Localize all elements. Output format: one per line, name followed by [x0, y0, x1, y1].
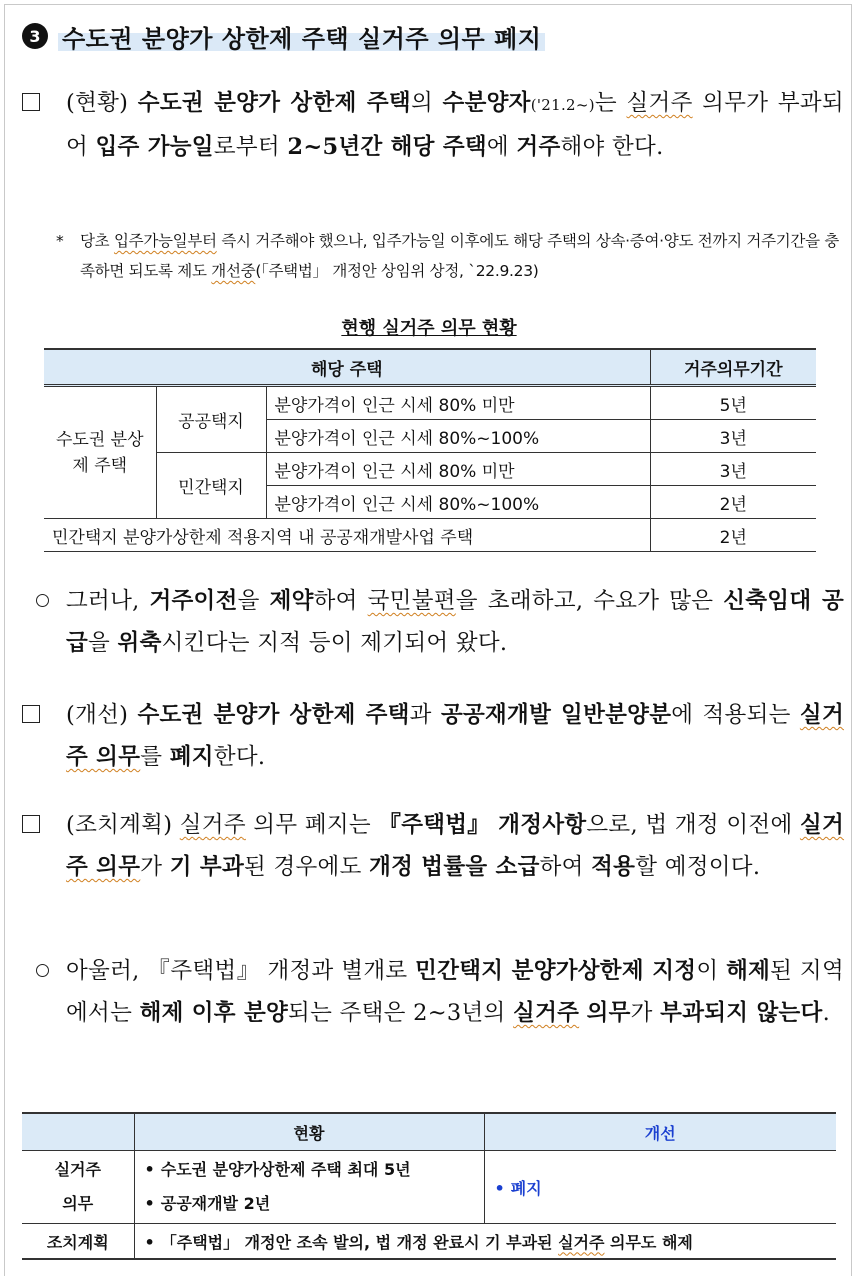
- checkbox-square-bullet: [22, 93, 40, 111]
- row-period: 2년: [650, 486, 816, 519]
- section-heading: [22, 18, 545, 54]
- current-status-cell: [134, 1151, 484, 1224]
- table-caption: 현행 실거주 의무 현황: [341, 318, 517, 339]
- table-row: [44, 386, 816, 420]
- table-header-row: [44, 349, 816, 386]
- row-period: 3년: [650, 420, 816, 453]
- paragraph-criticism: 그러나, 거주이전을 제약하여 국민불편을 초래하고, 수요가 많은 신축임대 공급을 위축시킨다는 지적 등이 제기되어 왔다.: [22, 580, 844, 664]
- table-row: [44, 453, 816, 486]
- paragraph-current-status: (현황) 수도권 분양가 상한제 주택의 수분양자('21.2~)는 실거주 의무가 부과되어 입주 가능일로부터 2~5년간 해당 주택에 거주해야 한다.: [22, 82, 844, 168]
- table-header-row: [22, 1113, 836, 1151]
- obligation-status-table: [44, 348, 816, 552]
- list-item: • 공공재개발 2년: [145, 1187, 474, 1221]
- paragraph-additional: 아울러, 『주택법』 개정과 별개로 민간택지 분양가상한제 지정이 해제된 지역에서는 해제 이후 분양되는 주택은 2~3년의 실거주 의무가 부과되지 않는다.: [22, 950, 844, 1034]
- paragraph-improvement: (개선) 수도권 분양가 상한제 주택과 공공재개발 일반분양분에 적용되는 실거주 의무를 폐지한다.: [22, 694, 844, 778]
- header-period: 거주의무기간: [650, 349, 816, 386]
- private-land-label: 민간택지: [156, 453, 266, 519]
- footnote-asterisk: *: [56, 232, 64, 250]
- row-period: 5년: [650, 386, 816, 420]
- row-desc: 분양가격이 인근 시세 80%~100%: [266, 486, 650, 519]
- paragraph-action-plan: (조치계획) 실거주 의무 폐지는 『주택법』 개정사항으로, 법 개정 이전에 실거주 의무가 기 부과된 경우에도 개정 법률을 소급하여 적용할 예정이다.: [22, 804, 844, 888]
- improve-cell: • 폐지: [484, 1151, 836, 1224]
- header-target: 해당 주택: [44, 349, 650, 386]
- row-desc: 분양가격이 인근 시세 80%~100%: [266, 420, 650, 453]
- footnote: * 당초 입주가능일부터 즉시 거주해야 했으나, 입주가능일 이후에도 해당 주택의 상속·증여·양도 전까지 거주기간을 충족하면 되도록 제도 개선중(「주택법」 개정안 상임위 상정, `22.9.23): [56, 226, 840, 286]
- row-label-obligation: 실거주 의무: [22, 1151, 134, 1224]
- circle-bullet: [36, 964, 49, 977]
- table-row: [22, 1224, 836, 1260]
- row-period: 2년: [650, 519, 816, 552]
- group-label: 수도권 분상제 주택: [44, 386, 156, 519]
- circle-bullet: [36, 594, 49, 607]
- section-number-badge: 3: [22, 23, 48, 49]
- public-land-label: 공공택지: [156, 386, 266, 453]
- header-improve: 개선: [484, 1113, 836, 1151]
- section-title: 수도권 분양가 상한제 주택 실거주 의무 폐지: [58, 19, 545, 54]
- action-plan-cell: • 「주택법」 개정안 조속 발의, 법 개정 완료시 기 부과된 실거주 의무도 해제: [134, 1224, 836, 1260]
- checkbox-square-bullet: [22, 815, 40, 833]
- checkbox-square-bullet: [22, 705, 40, 723]
- header-blank: [22, 1113, 134, 1151]
- list-item: • 수도권 분양가상한제 주택 최대 5년: [145, 1153, 474, 1187]
- table-row: [44, 519, 816, 552]
- row-period: 3년: [650, 453, 816, 486]
- row-desc: 분양가격이 인근 시세 80% 미만: [266, 386, 650, 420]
- row-desc: 분양가격이 인근 시세 80% 미만: [266, 453, 650, 486]
- header-current: 현황: [134, 1113, 484, 1151]
- row-label-action-plan: 조치계획: [22, 1224, 134, 1260]
- row-desc: 민간택지 분양가상한제 적용지역 내 공공재개발사업 주택: [44, 519, 650, 552]
- table-row: [22, 1151, 836, 1224]
- summary-table: [22, 1112, 836, 1260]
